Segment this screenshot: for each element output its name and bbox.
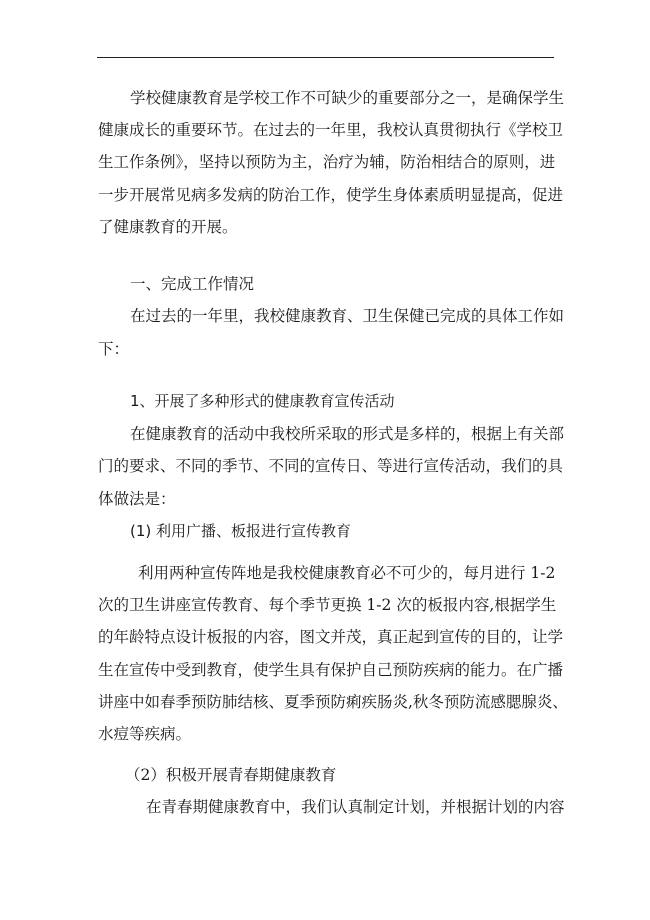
section-heading: 一、完成工作情况 [130,275,255,293]
text-line: 门的要求、不同的季节、不同的宣传日、等进行宣传活动，我们的具 [98,457,564,475]
text-line: 利用两种宣传阵地是我校健康教育必不可少的，每月进行 1-2 [138,564,556,582]
text-line: 学校健康教育是学校工作不可缺少的重要部分之一，是确保学生 [130,89,565,107]
text-line: 下： [98,340,130,358]
text-line: 的年龄特点设计板报的内容，图文并茂，真正起到宣传的目的，让学 [98,628,564,646]
text-line: 健康成长的重要环节。在过去的一年里，我校认真贯彻执行《学校卫 [98,121,564,139]
text-line: 生在宣传中受到教育，使学生具有保护自己预防疾病的能力。在广播 [98,661,564,679]
header-rule [97,57,554,58]
text-line: 生工作条例》，坚持以预防为主，治疗为辅，防治相结合的原则，进 [98,153,556,171]
text-line: 一步开展常见病多发病的防治工作，使学生身体素质明显提高，促进 [98,186,564,204]
item-heading: 1、开展了多种形式的健康教育宣传活动 [130,392,395,410]
text-line: 体做法是： [98,490,176,508]
subsection-heading: （2）积极开展青春期健康教育 [125,766,337,784]
text-line: 在过去的一年里，我校健康教育、卫生保健已完成的具体工作如 [130,307,565,325]
text-line: 水痘等疾病。 [98,725,192,743]
text-line: 次的卫生讲座宣传教育、每个季节更换 1-2 次的板报内容,根据学生 [98,596,557,614]
text-line: 在健康教育的活动中我校所采取的形式是多样的，根据上有关部 [130,425,565,443]
text-line: 讲座中如春季预防肺结核、夏季预防痢疾肠炎,秋冬预防流感腮腺炎、 [98,693,568,711]
text-line: 了健康教育的开展。 [98,218,238,236]
text-line: 在青春期健康教育中，我们认真制定计划，并根据计划的内容 [146,798,565,816]
subsection-heading: (1) 利用广播、板报进行宣传教育 [130,522,352,540]
